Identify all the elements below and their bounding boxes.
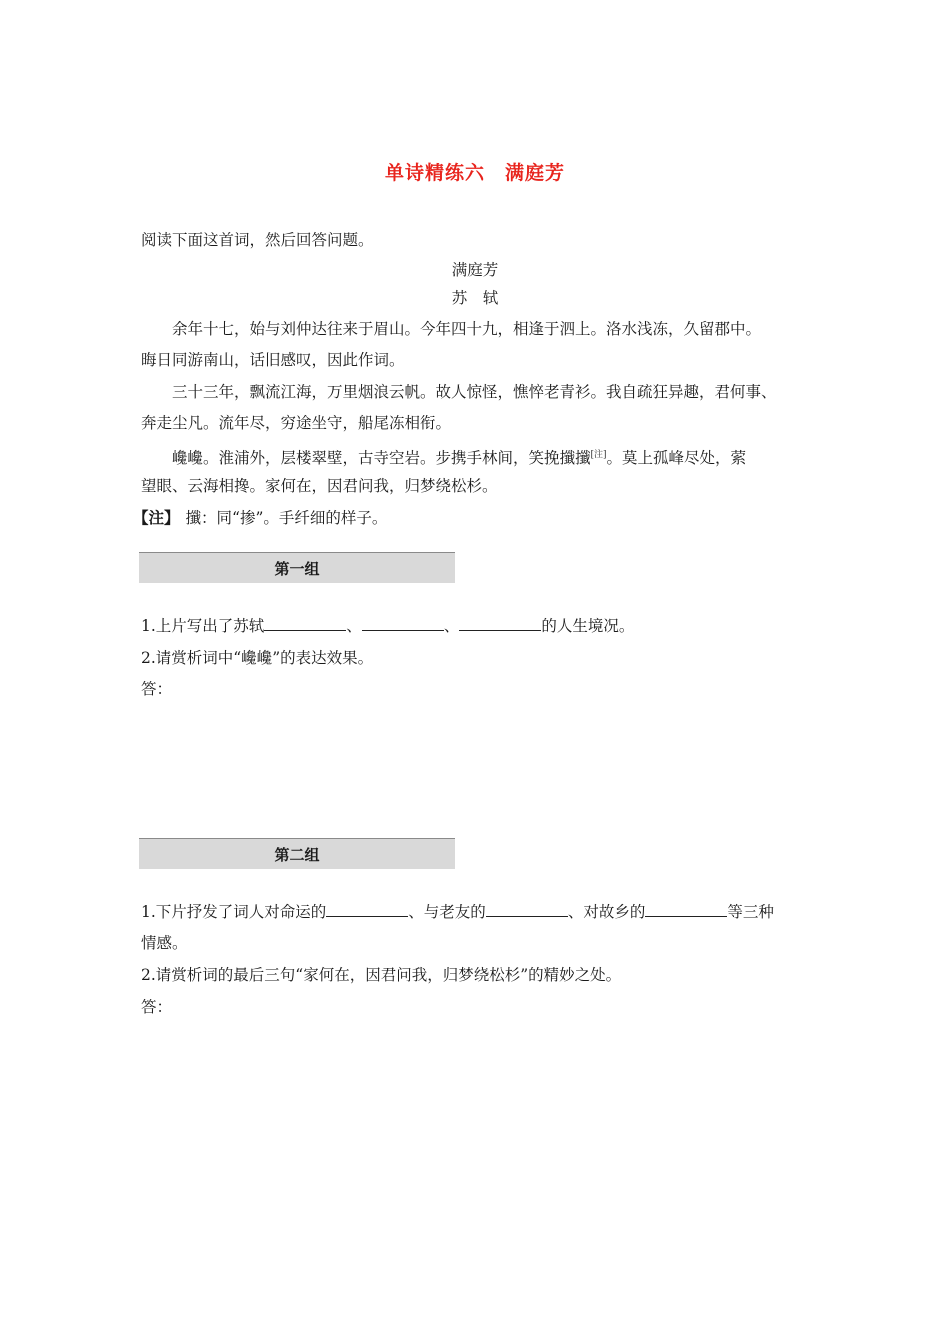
group-2-question-1 [141, 901, 774, 923]
poem-stanza1-line-2: 奔走尘凡。流年尽，穷途坐守，船尾冻相衔。 [141, 414, 452, 432]
annotation-mark: 【注】 [133, 508, 180, 527]
group-1-question-1 [141, 615, 634, 637]
annotation [133, 507, 387, 529]
question-text: 等三种 [727, 903, 774, 921]
answer-blank[interactable] [264, 616, 346, 631]
group-1-header: 第一组 [139, 552, 455, 583]
poem-stanza2-line-1 [172, 444, 746, 469]
answer-blank[interactable] [459, 616, 541, 631]
question-text: 、与老友的 [408, 903, 486, 921]
annotation-text: 攕：同“掺”。手纤细的样子。 [185, 509, 388, 527]
question-text: 1.上片写出了苏轼 [141, 617, 265, 635]
group-2-header: 第二组 [139, 838, 455, 869]
poem-stanza2-line-2: 望眼、云海相搀。家何在，因君问我，归梦绕松杉。 [141, 477, 498, 495]
group-2-answer-label: 答： [141, 998, 173, 1016]
stanza2-text-a: 巉巉。淮浦外，层楼翠壁，古寺空岩。步携手林间，笑挽攕攕 [172, 449, 591, 468]
poem-title: 满庭芳 [451, 261, 499, 279]
note-reference: [注] [590, 450, 607, 460]
separator: 、 [346, 617, 362, 635]
question-text: 、对故乡的 [567, 903, 646, 921]
poem-preface-line-1: 余年十七，始与刘仲达往来于眉山。今年四十九，相逢于泗上。洛水浅冻，久留郡中。 [172, 320, 762, 338]
group-2-question-2: 2.请赏析词的最后三句“家何在，因君问我，归梦绕松杉”的精妙之处。 [141, 966, 622, 984]
group-2-question-1-cont: 情感。 [141, 934, 188, 952]
answer-blank[interactable] [486, 902, 568, 917]
question-text: 1.下片抒发了词人对命运的 [141, 903, 327, 921]
poem-stanza1-line-1: 三十三年，飘流江海，万里烟浪云帆。故人惊怪，憔悴老青衫。我自疏狂异趣，君何事、 [172, 383, 777, 401]
group-1-answer-label: 答： [141, 680, 173, 698]
question-text: 的人生境况。 [541, 617, 635, 635]
page-title: 单诗精练六 满庭芳 [384, 162, 565, 184]
answer-blank[interactable] [362, 616, 444, 631]
poem-preface-line-2: 晦日同游南山，话旧感叹，因此作词。 [141, 351, 405, 369]
stanza2-text-b: 。莫上孤峰尽处，萦 [606, 449, 747, 468]
answer-blank[interactable] [326, 902, 408, 917]
separator: 、 [443, 617, 460, 635]
poem-author: 苏 轼 [451, 289, 499, 307]
answer-blank[interactable] [645, 902, 727, 917]
group-1-question-2: 2.请赏析词中“巉巉”的表达效果。 [141, 649, 374, 667]
instruction-text: 阅读下面这首词，然后回答问题。 [141, 231, 374, 249]
